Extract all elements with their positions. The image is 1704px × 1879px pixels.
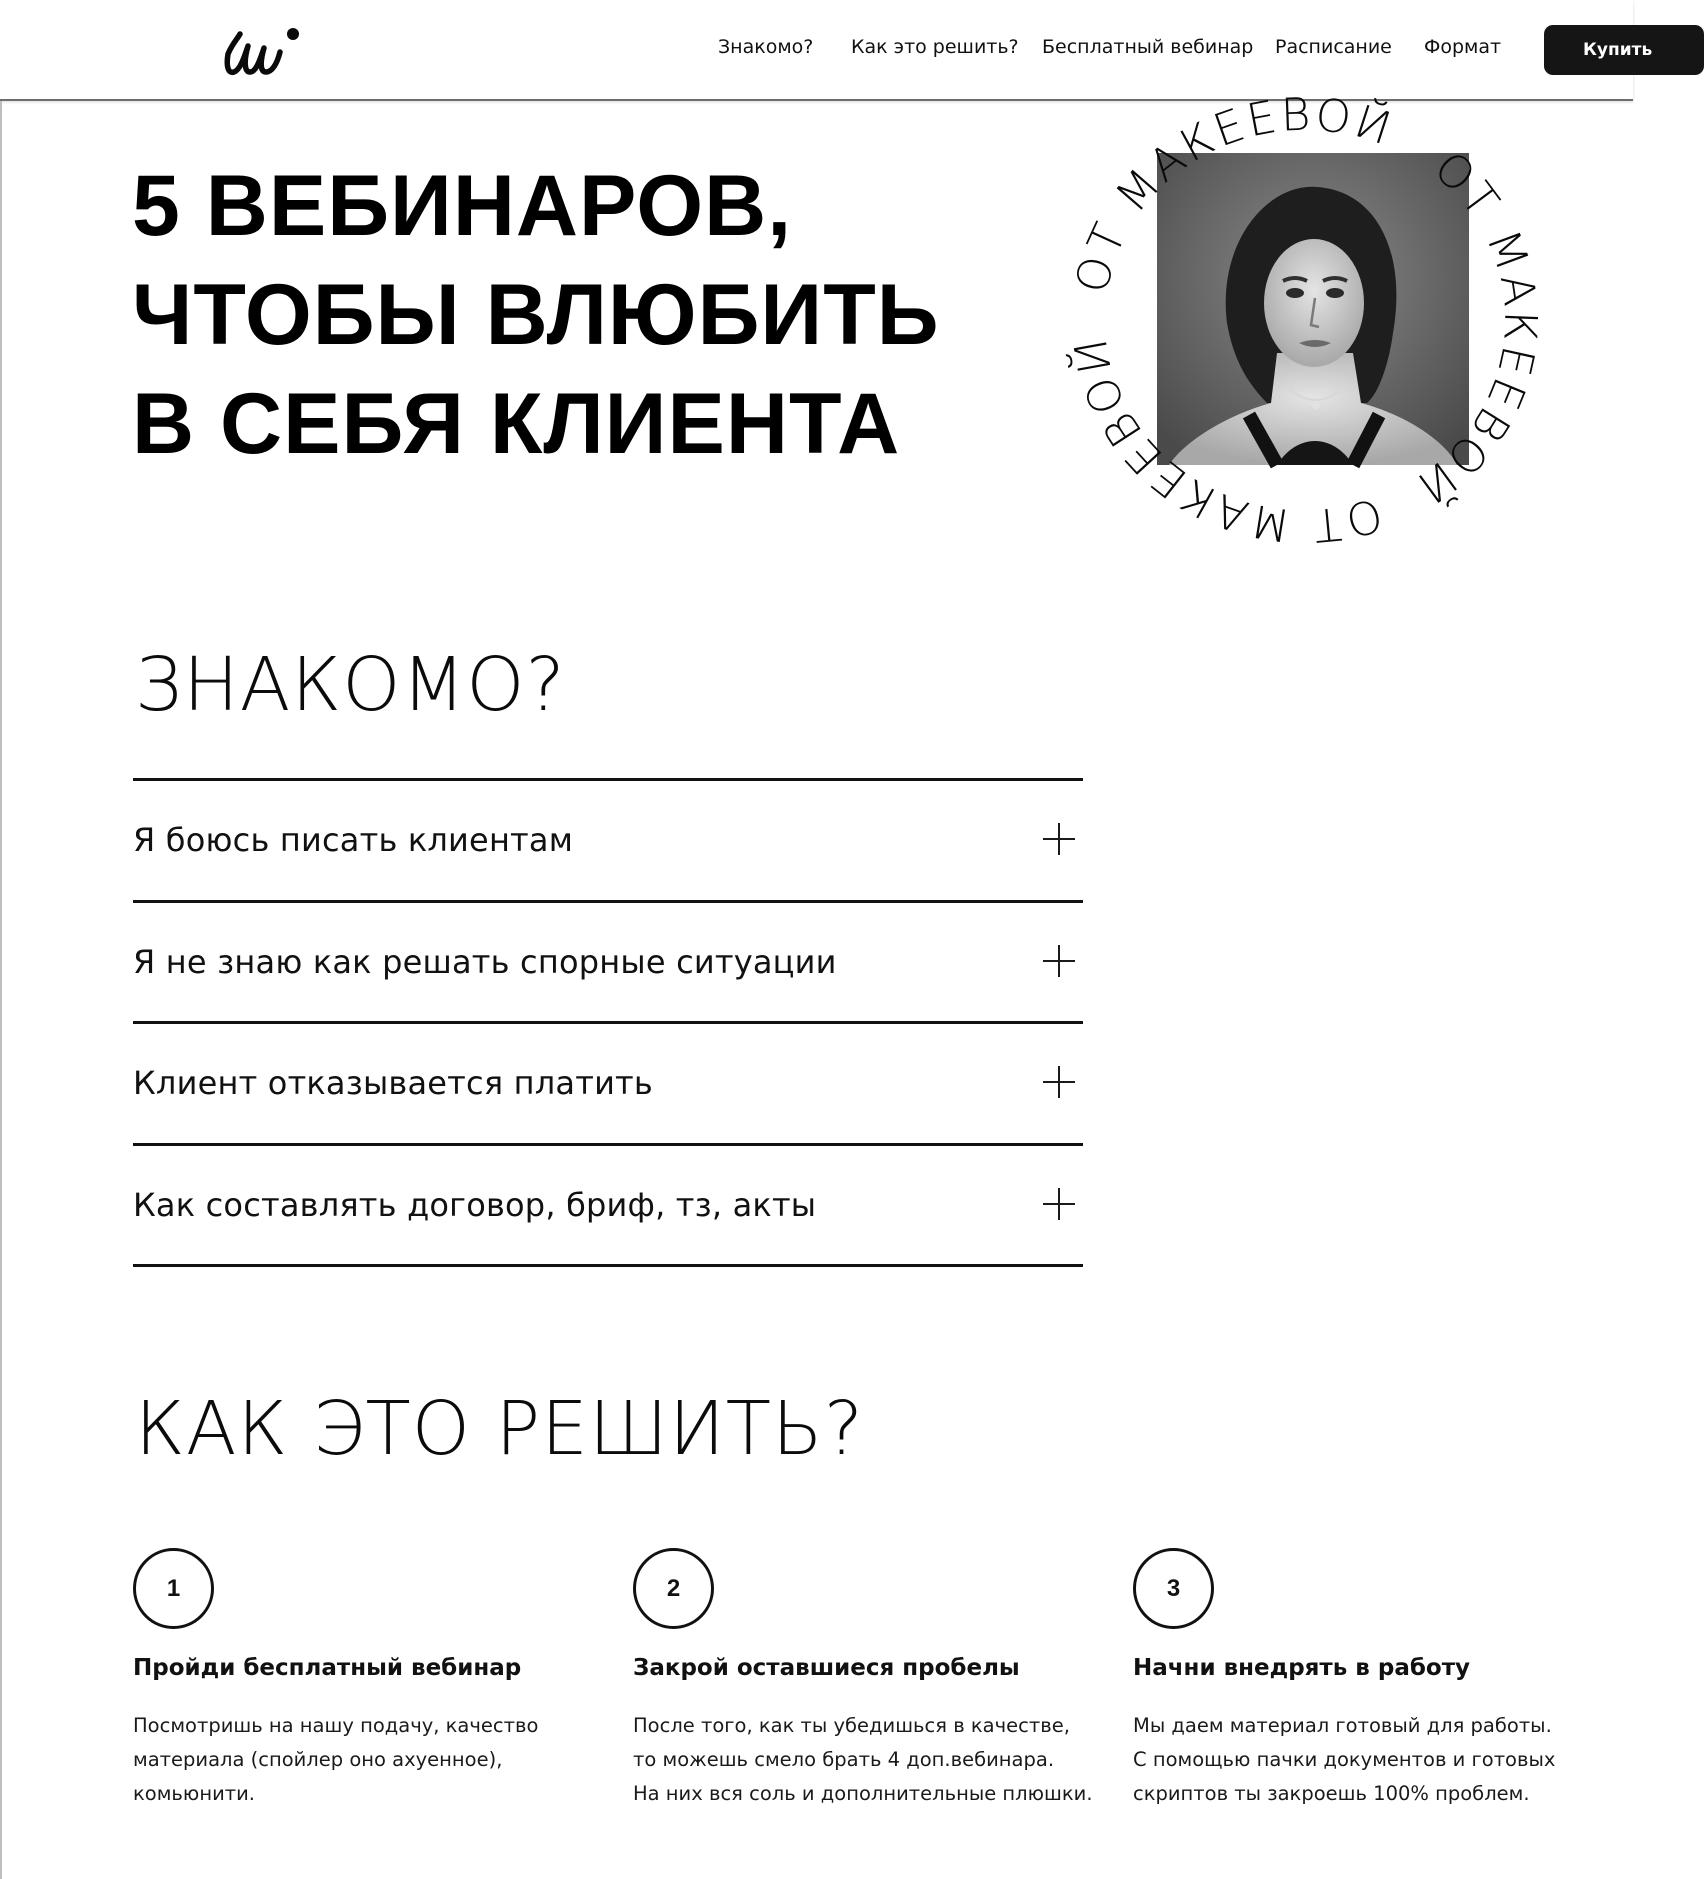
step-description-line: скриптов ты закроешь 100% проблем. <box>1133 1782 1530 1805</box>
section-title-familiar: ЗНАКОМО? <box>135 642 566 728</box>
step-description-line: материала (спойлер оно ахуенное), <box>133 1748 503 1771</box>
hero-title <box>132 152 992 479</box>
accordion-item[interactable] <box>133 900 1083 1022</box>
hero-title-line: В СЕБЯ КЛИЕНТА <box>132 376 901 472</box>
left-edge-divider <box>0 101 2 1879</box>
nav-schedule[interactable]: Расписание <box>1275 36 1392 58</box>
badge-ring-text-2: ОТ МАКЕЕВОЙ <box>1405 140 1548 516</box>
step-description-line: комьюнити. <box>133 1782 255 1805</box>
rotating-author-badge <box>1060 85 1550 555</box>
step-description-line: На них вся соль и дополнительные плюшки. <box>633 1782 1093 1805</box>
step-description-line: Посмотришь на нашу подачу, качество <box>133 1714 539 1737</box>
step-description-line: После того, как ты убедишься в качестве, <box>633 1714 1070 1737</box>
step-title: Пройди бесплатный вебинар <box>133 1655 522 1681</box>
step-description-line: то можешь смело брать 4 доп.вебинара. <box>633 1748 1055 1771</box>
plus-icon[interactable] <box>1043 1066 1075 1098</box>
svg-text:ОТ МАКЕЕВОЙ <box>1063 332 1388 552</box>
step-card <box>633 1548 1103 1811</box>
step-card <box>1133 1548 1603 1811</box>
section-title-how-to-solve: КАК ЭТО РЕШИТЬ? <box>135 1386 865 1472</box>
accordion-item-label: Как составлять договор, бриф, тз, акты <box>133 1185 817 1224</box>
accordion-item[interactable] <box>133 1143 1083 1268</box>
step-description-line: С помощью пачки документов и готовых <box>1133 1748 1556 1771</box>
plus-icon[interactable] <box>1043 1188 1075 1220</box>
pain-points-accordion <box>133 778 1083 1267</box>
step-title: Начни внедрять в работу <box>1133 1655 1471 1681</box>
step-title: Закрой оставшиеся пробелы <box>633 1655 1020 1681</box>
step-description <box>133 1709 603 1811</box>
plus-icon[interactable] <box>1043 945 1075 977</box>
nav-how-to-solve[interactable]: Как это решить? <box>851 36 1019 58</box>
nav-format[interactable]: Формат <box>1424 36 1502 58</box>
hero-title-line: 5 ВЕБИНАРОВ, <box>132 158 793 254</box>
step-description <box>1133 1709 1603 1811</box>
step-number-badge: 3 <box>1133 1548 1214 1629</box>
step-description-line: Мы даем материал готовый для работы. <box>1133 1714 1552 1737</box>
hero-title-line: ЧТОБЫ ВЛЮБИТЬ <box>132 267 940 363</box>
badge-ring-text-3: ОТ МАКЕЕВОЙ <box>1063 332 1389 553</box>
nav-free-webinar[interactable]: Бесплатный вебинар <box>1042 36 1254 58</box>
svg-text:ОТ МАКЕЕВОЙ <box>1065 88 1400 299</box>
accordion-item[interactable] <box>133 778 1083 900</box>
step-card <box>133 1548 603 1811</box>
accordion-item[interactable] <box>133 1021 1083 1143</box>
step-number-badge: 1 <box>133 1548 214 1629</box>
accordion-item-label: Клиент отказывается платить <box>133 1064 653 1102</box>
logo-icon[interactable] <box>222 22 302 80</box>
accordion-item-label: Я боюсь писать клиентам <box>133 821 574 859</box>
accordion-item-label: Я не знаю как решать спорные ситуации <box>133 942 837 981</box>
badge-ring-text-1: ОТ МАКЕЕВОЙ <box>1064 87 1401 299</box>
step-number-badge: 2 <box>633 1548 714 1629</box>
svg-text:ОТ МАКЕЕВОЙ <box>1406 141 1548 516</box>
plus-icon[interactable] <box>1043 823 1075 855</box>
step-description <box>633 1709 1103 1811</box>
nav-familiar[interactable]: Знакомо? <box>718 36 814 58</box>
buy-button[interactable]: Купить <box>1544 25 1704 75</box>
